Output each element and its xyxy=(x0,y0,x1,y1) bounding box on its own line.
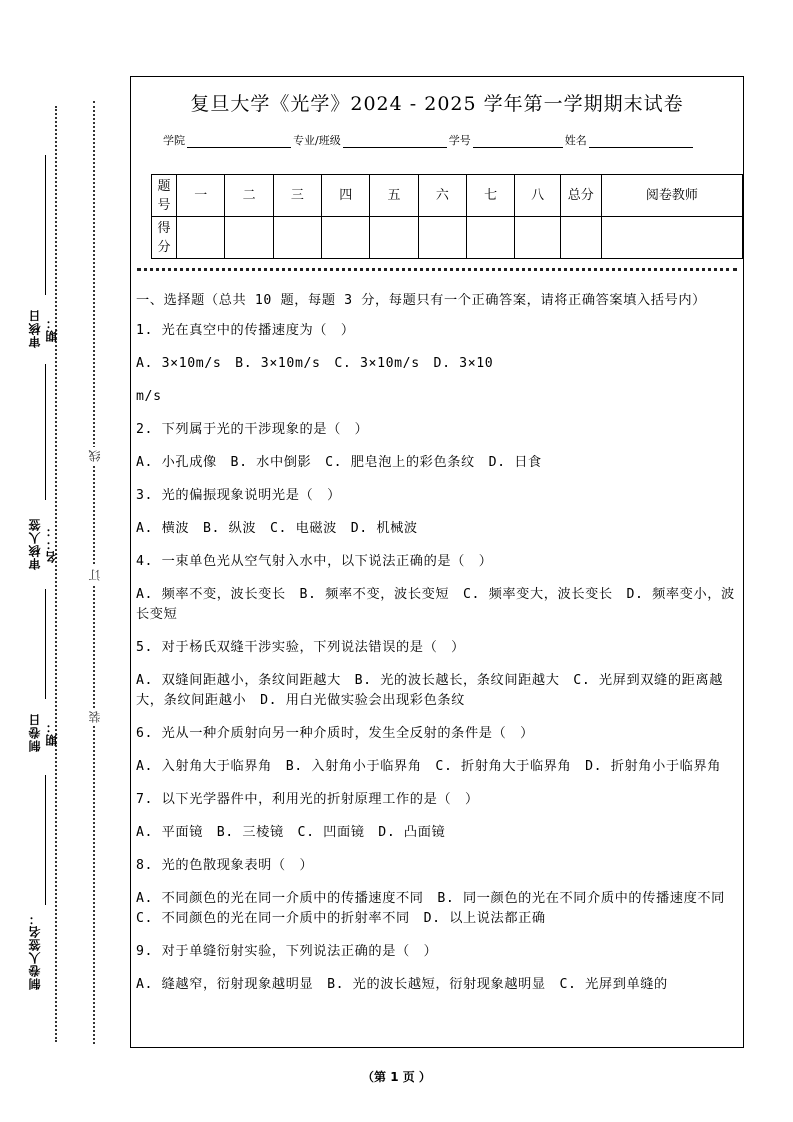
student-id-label: 学号 xyxy=(448,134,471,147)
paper-date-line xyxy=(45,775,46,905)
score-cell[interactable] xyxy=(370,217,418,259)
row-header-question-no: 题号 xyxy=(152,175,177,217)
name-field[interactable] xyxy=(589,135,693,148)
col-header-total: 总分 xyxy=(560,175,601,217)
signature-line xyxy=(45,155,46,295)
question-7-options: A. 平面镜 B. 三棱镜 C. 凹面镜 D. 凸面镜 xyxy=(136,825,446,840)
score-table xyxy=(151,174,743,259)
question-3-options: A. 横波 B. 纵波 C. 电磁波 D. 机械波 xyxy=(136,521,418,536)
major-class-label: 专业/班级 xyxy=(293,134,341,147)
score-cell[interactable] xyxy=(177,217,225,259)
exam-page-frame xyxy=(130,76,744,1048)
question-2: 2. 下列属于光的干涉现象的是（ ） xyxy=(136,422,369,437)
score-cell[interactable] xyxy=(273,217,321,259)
student-id-field[interactable] xyxy=(473,135,563,148)
col-header-grader: 阅卷教师 xyxy=(601,175,742,217)
col-header: 八 xyxy=(515,175,561,217)
paper-maker-signature-label: 制卷人签名： xyxy=(28,912,42,990)
dotted-separator xyxy=(137,268,737,271)
review-date-label: 审核日期： xyxy=(28,309,59,349)
question-1-options: A. 3×10m/s B. 3×10m/s C. 3×10m/s D. 3×10 xyxy=(136,356,494,371)
reviewer-signature-line xyxy=(45,589,46,699)
seal-mark-staple: 装 xyxy=(86,708,102,726)
col-header: 三 xyxy=(273,175,321,217)
question-9: 9. 对于单缝衍射实验，下列说法正确的是（ ） xyxy=(136,944,438,959)
binding-dotted-line-inner xyxy=(55,106,57,1042)
exam-content xyxy=(136,291,740,1008)
row-header-score: 得分 xyxy=(152,217,177,259)
seal-mark-bind: 订 xyxy=(86,566,102,584)
college-field[interactable] xyxy=(187,135,291,148)
section-title: 一、选择题（总共 10 题，每题 3 分，每题只有一个正确答案，请将正确答案填入括号内） xyxy=(136,293,706,308)
question-9-options: A. 缝越窄，衍射现象越明显 B. 光的波长越短，衍射现象越明显 C. 光屏到单缝的 xyxy=(136,977,668,992)
question-8-options: A. 不同颜色的光在同一介质中的传播速度不同 B. 同一颜色的光在不同介质中的传播速度不同 C. 不同颜色的光在同一介质中的折射率不同 D. 以上说法都正确 xyxy=(136,891,739,926)
college-label: 学院 xyxy=(163,134,185,147)
question-1: 1. 光在真空中的传播速度为（ ） xyxy=(136,323,355,338)
question-8: 8. 光的色散现象表明（ ） xyxy=(136,858,314,873)
col-header: 六 xyxy=(418,175,466,217)
col-header: 二 xyxy=(225,175,273,217)
score-cell[interactable] xyxy=(515,217,561,259)
question-2-options: A. 小孔成像 B. 水中倒影 C. 肥皂泡上的彩色条纹 D. 日食 xyxy=(136,455,542,470)
col-header: 四 xyxy=(322,175,370,217)
name-label: 姓名 xyxy=(564,134,587,147)
score-table-score-row xyxy=(152,217,743,259)
major-class-field[interactable] xyxy=(343,135,447,148)
score-cell[interactable] xyxy=(225,217,273,259)
question-7: 7. 以下光学器件中，利用光的折射原理工作的是（ ） xyxy=(136,792,479,807)
score-cell[interactable] xyxy=(418,217,466,259)
student-info-row xyxy=(163,132,695,148)
review-date-line xyxy=(45,364,46,500)
question-5-options: A. 双缝间距越小，条纹间距越大 B. 光的波长越长，条纹间距越大 C. 光屏到双缝的距离越大，条纹间距越小 D. 用白光做实验会出现彩色条纹 xyxy=(136,673,723,708)
question-1-options-continued: m/s xyxy=(136,389,162,404)
score-cell-grader[interactable] xyxy=(601,217,742,259)
score-cell[interactable] xyxy=(322,217,370,259)
seal-mark-line: 线 xyxy=(86,447,102,465)
question-6: 6. 光从一种介质射向另一种介质时，发生全反射的条件是（ ） xyxy=(136,726,534,741)
score-cell-total[interactable] xyxy=(560,217,601,259)
question-4-options: A. 频率不变，波长变长 B. 频率不变，波长变短 C. 频率变大，波长变长 D. 频率变小，波长变短 xyxy=(136,587,735,622)
col-header: 五 xyxy=(370,175,418,217)
question-5: 5. 对于杨氏双缝干涉实验，下列说法错误的是（ ） xyxy=(136,640,465,655)
col-header: 一 xyxy=(177,175,225,217)
exam-title: 复旦大学《光学》2024 - 2025 学年第一学期期末试卷 xyxy=(190,93,684,115)
score-cell[interactable] xyxy=(467,217,515,259)
question-4: 4. 一束单色光从空气射入水中，以下说法正确的是（ ） xyxy=(136,554,493,569)
score-table-header-row xyxy=(152,175,743,217)
reviewer-signature-label: 审核人签名：： xyxy=(28,518,59,570)
question-3: 3. 光的偏振现象说明光是（ ） xyxy=(136,488,341,503)
page-number: （第 1 页 ） xyxy=(362,1070,431,1084)
question-6-options: A. 入射角大于临界角 B. 入射角小于临界角 C. 折射角大于临界角 D. 折射角小于临界角 xyxy=(136,759,722,774)
paper-date-label: 制卷日期： xyxy=(28,713,59,753)
col-header: 七 xyxy=(467,175,515,217)
